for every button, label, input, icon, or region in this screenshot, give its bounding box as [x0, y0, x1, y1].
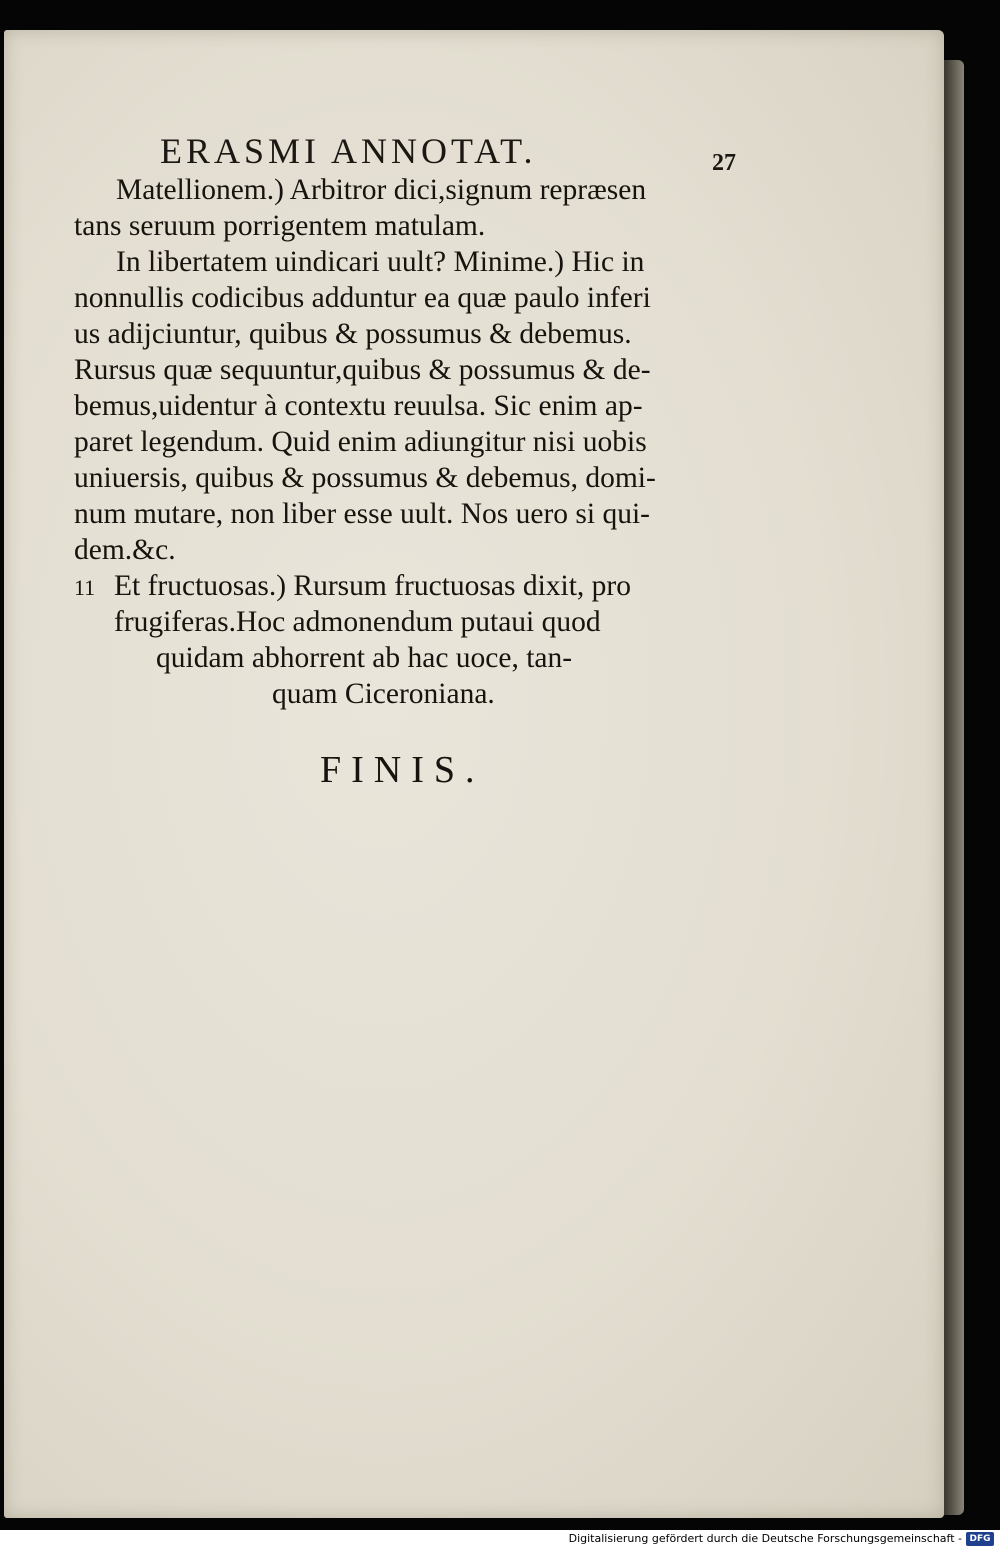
- text-line-content: us adijciuntur, quibus & possumus & debemus.: [74, 318, 632, 350]
- note-line: [74, 640, 744, 676]
- text-line: [74, 424, 744, 460]
- footer-bar: [0, 1530, 1000, 1549]
- dfg-logo: DFG: [966, 1532, 994, 1546]
- text-line-content: bemus,uidentur à contextu reuulsa. Sic enim ap-: [74, 390, 643, 422]
- text-line: [74, 244, 744, 280]
- text-line: [74, 496, 744, 532]
- text-line-content: Matellionem.) Arbitror dici,signum repræsen: [116, 174, 647, 206]
- footer-credit: Digitalisierung gefördert durch die Deutsche Forschungsgemeinschaft -: [568, 1532, 962, 1545]
- text-line-content: paret legendum. Quid enim adiungitur nisi uobis: [74, 426, 647, 458]
- note-line-content: frugiferas.Hoc admonendum putaui quod: [114, 606, 601, 638]
- text-line: [74, 316, 744, 352]
- text-line: [74, 532, 744, 568]
- text-line-content: tans seruum porrigentem matulam.: [74, 210, 486, 242]
- text-line: [74, 460, 744, 496]
- text-line-content: In libertatem uindicari uult? Minime.) Hic in: [116, 246, 645, 278]
- note-marker: 11: [74, 575, 96, 600]
- page-number: 27: [712, 150, 736, 176]
- running-head: [160, 130, 760, 174]
- text-line-content: dem.&c.: [74, 534, 176, 566]
- note-line-content: quam Ciceroniana.: [272, 678, 495, 710]
- text-line: [74, 388, 744, 424]
- text-line-content: Rursus quæ sequuntur,quibus & possumus & de-: [74, 354, 651, 386]
- text-line-content: nonnullis codicibus adduntur ea quæ paulo inferi: [74, 282, 651, 314]
- text-line: [74, 352, 744, 388]
- note-line-content: quidam abhorrent ab hac uoce, tan-: [156, 642, 573, 674]
- note-line: [74, 676, 744, 712]
- text-line: [74, 280, 744, 316]
- text-line-content: num mutare, non liber esse uult. Nos uero si qui-: [74, 498, 650, 530]
- finis-heading: FINIS.: [320, 749, 485, 791]
- note-line: [74, 568, 744, 604]
- note-line-content: Et fructuosas.) Rursum fructuosas dixit, pro: [114, 570, 631, 602]
- note-line: [74, 604, 744, 640]
- text-line: [74, 172, 744, 208]
- running-head-title: ERASMI ANNOTAT.: [160, 131, 537, 171]
- text-line: [74, 208, 744, 244]
- text-line-content: uniuersis, quibus & possumus & debemus, domi-: [74, 462, 656, 494]
- body-text: [74, 172, 744, 712]
